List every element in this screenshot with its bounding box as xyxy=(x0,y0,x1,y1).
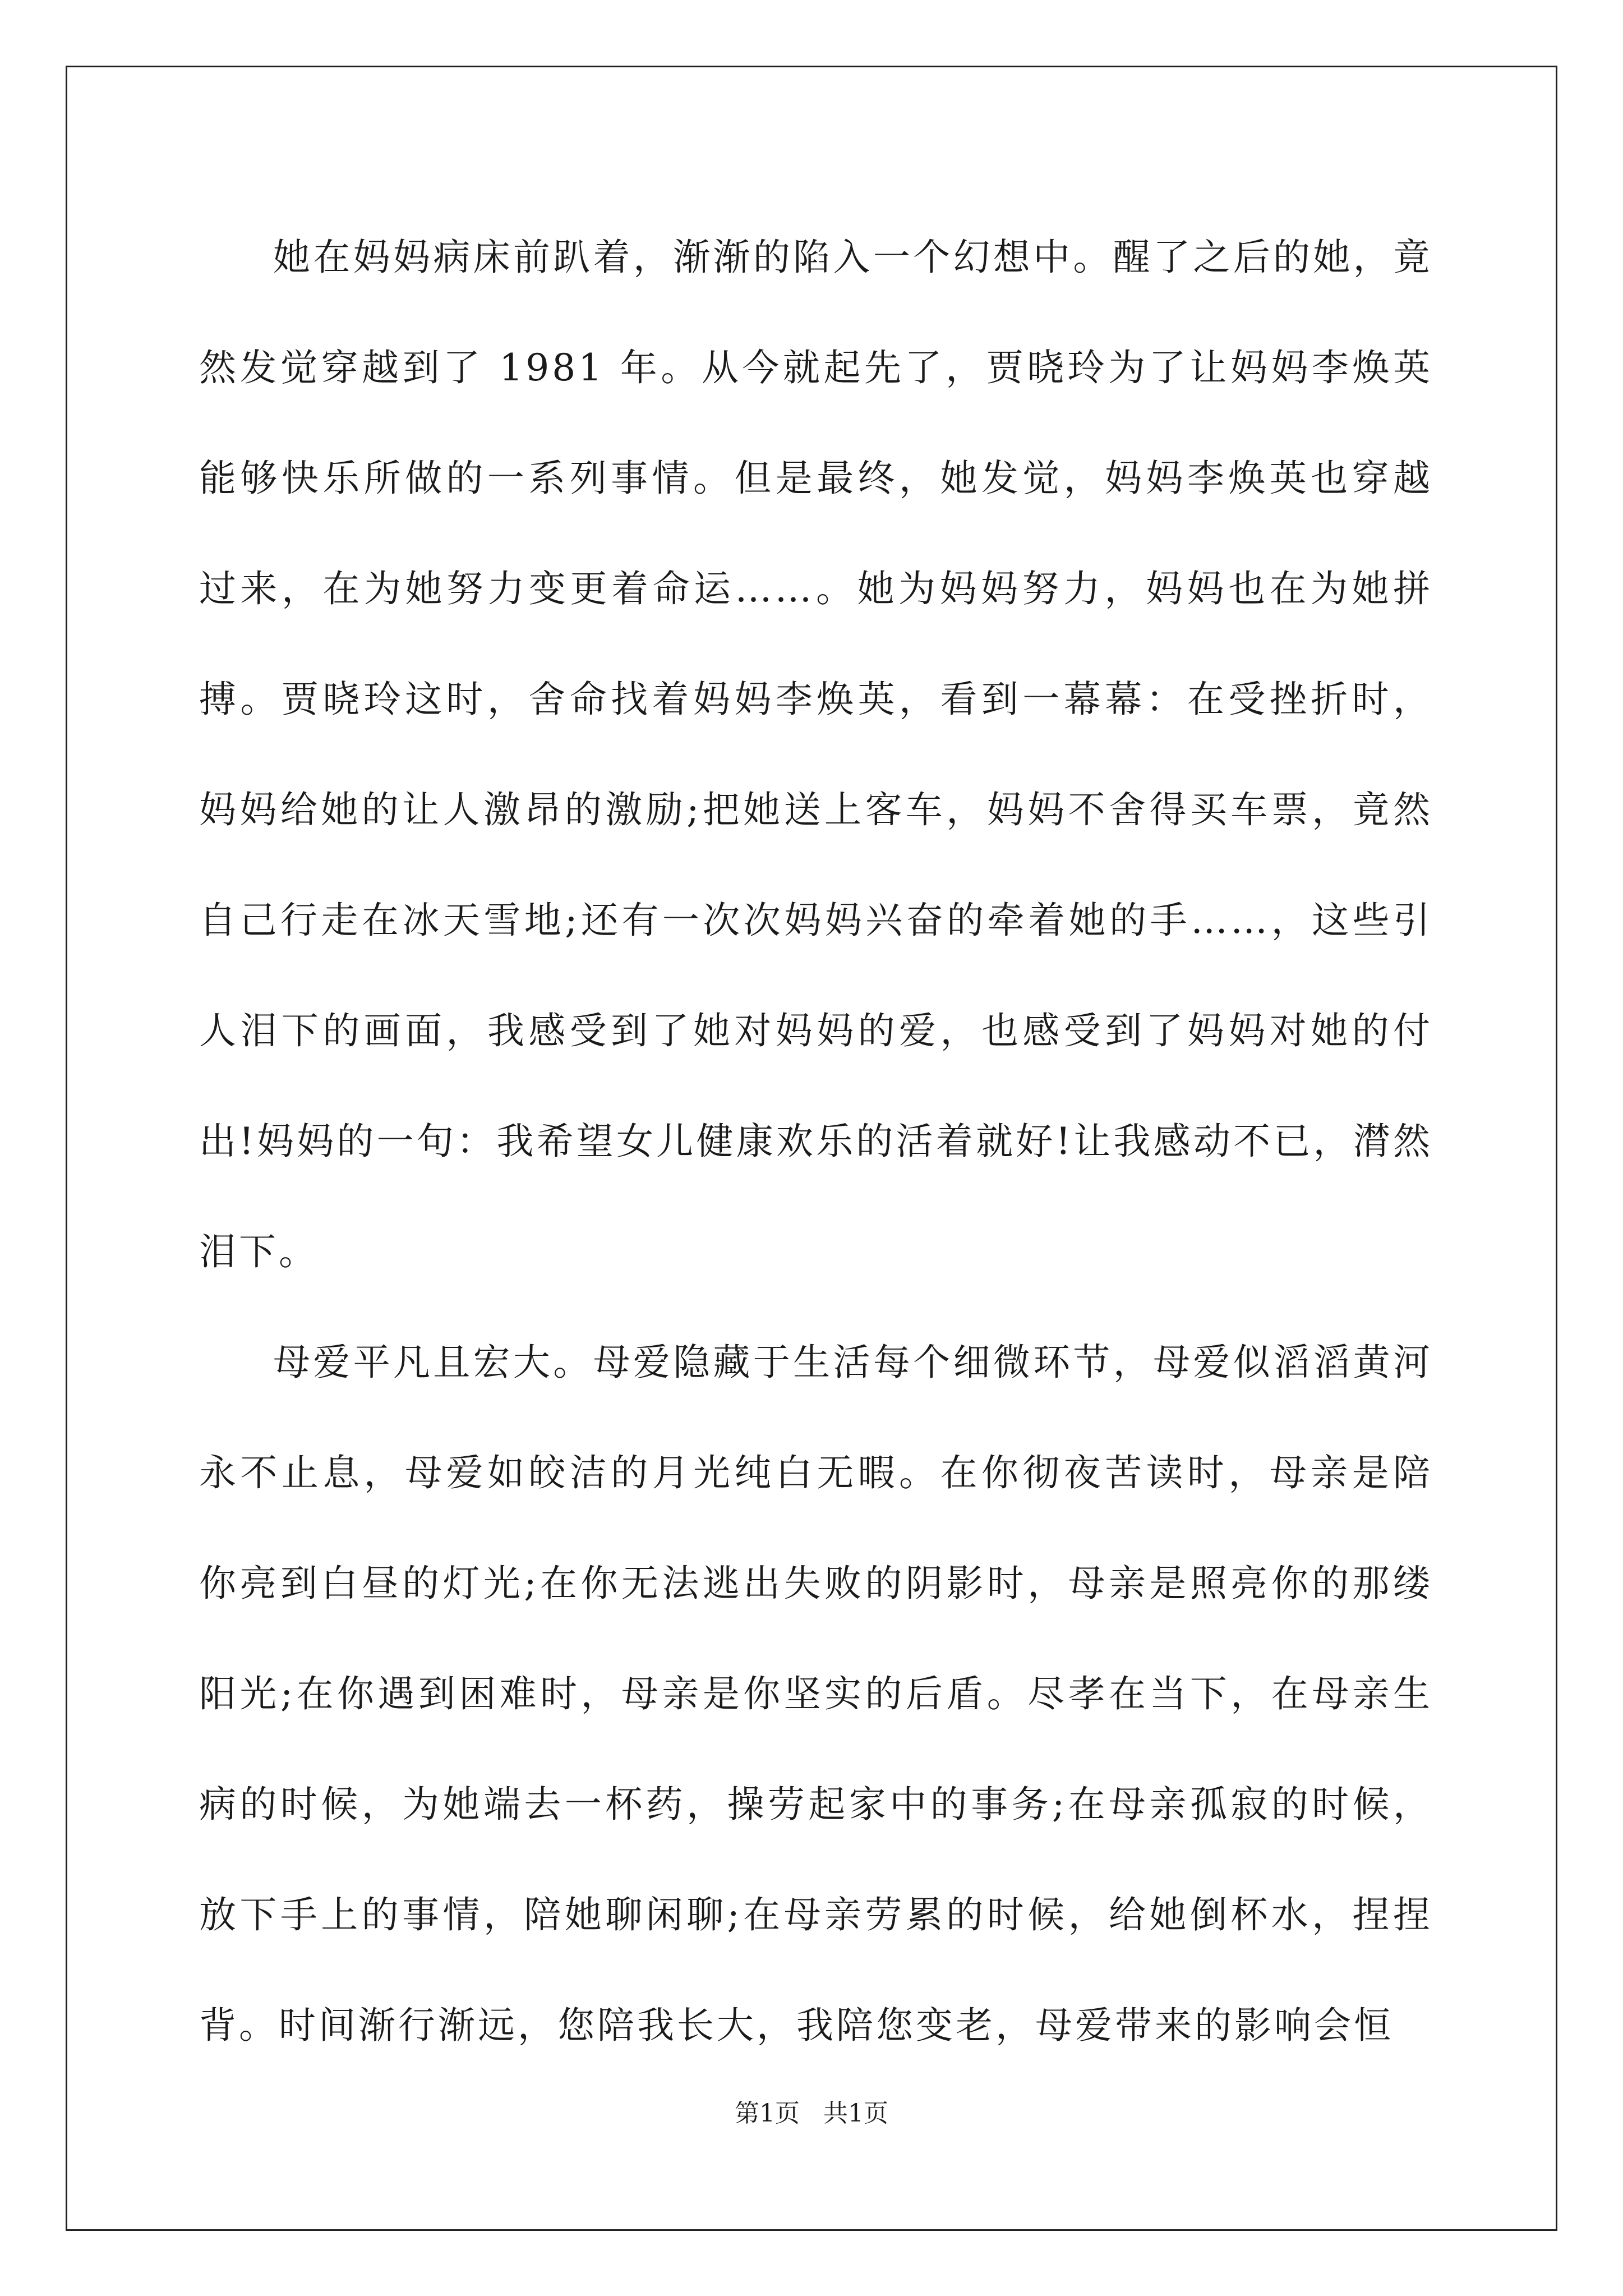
paragraph-2: 母爱平凡且宏大。母爱隐藏于生活每个细微环节，母爱似滔滔黄河永不止息，母爱如皎洁的月光纯白无暇。在你彻夜苦读时，母亲是陪你亮到白昼的灯光;在你无法逃出失败的阴影时，母亲是照亮你的那缕阳光;在你遇到困难时，母亲是你坚实的后盾。尽孝在当下，在母亲生病的时候，为她端去一杯药，操劳起家中的事务;在母亲孤寂的时候，放下手上的事情，陪她聊闲聊;在母亲劳累的时候，给她倒杯水，捏捏背。时间渐行渐远，您陪我长大，我陪您变老，母爱带来的影响会恒 xyxy=(199,1341,1433,2047)
document-body xyxy=(199,202,1433,2081)
paragraph-1: 她在妈妈病床前趴着，渐渐的陷入一个幻想中。醒了之后的她，竟然发觉穿越到了 1981 年。从今就起先了，贾晓玲为了让妈妈李焕英能够快乐所做的一系列事情。但是最终，她发觉，妈妈李焕英也穿越过来，在为她努力变更着命运……。她为妈妈努力，妈妈也在为她拼搏。贾晓玲这时，舍命找着妈妈李焕英，看到一幕幕：在受挫折时，妈妈给她的让人激昂的激励;把她送上客车，妈妈不舍得买车票，竟然自己行走在冰天雪地;还有一次次妈妈兴奋的牵着她的手……，这些引人泪下的画面，我感受到了她对妈妈的爱，也感受到了妈妈对她的付出!妈妈的一句：我希望女儿健康欢乐的活着就好!让我感动不已，潸然泪下。 xyxy=(199,236,1433,1273)
page-number-footer: 第1页 共1页 xyxy=(735,2099,888,2128)
